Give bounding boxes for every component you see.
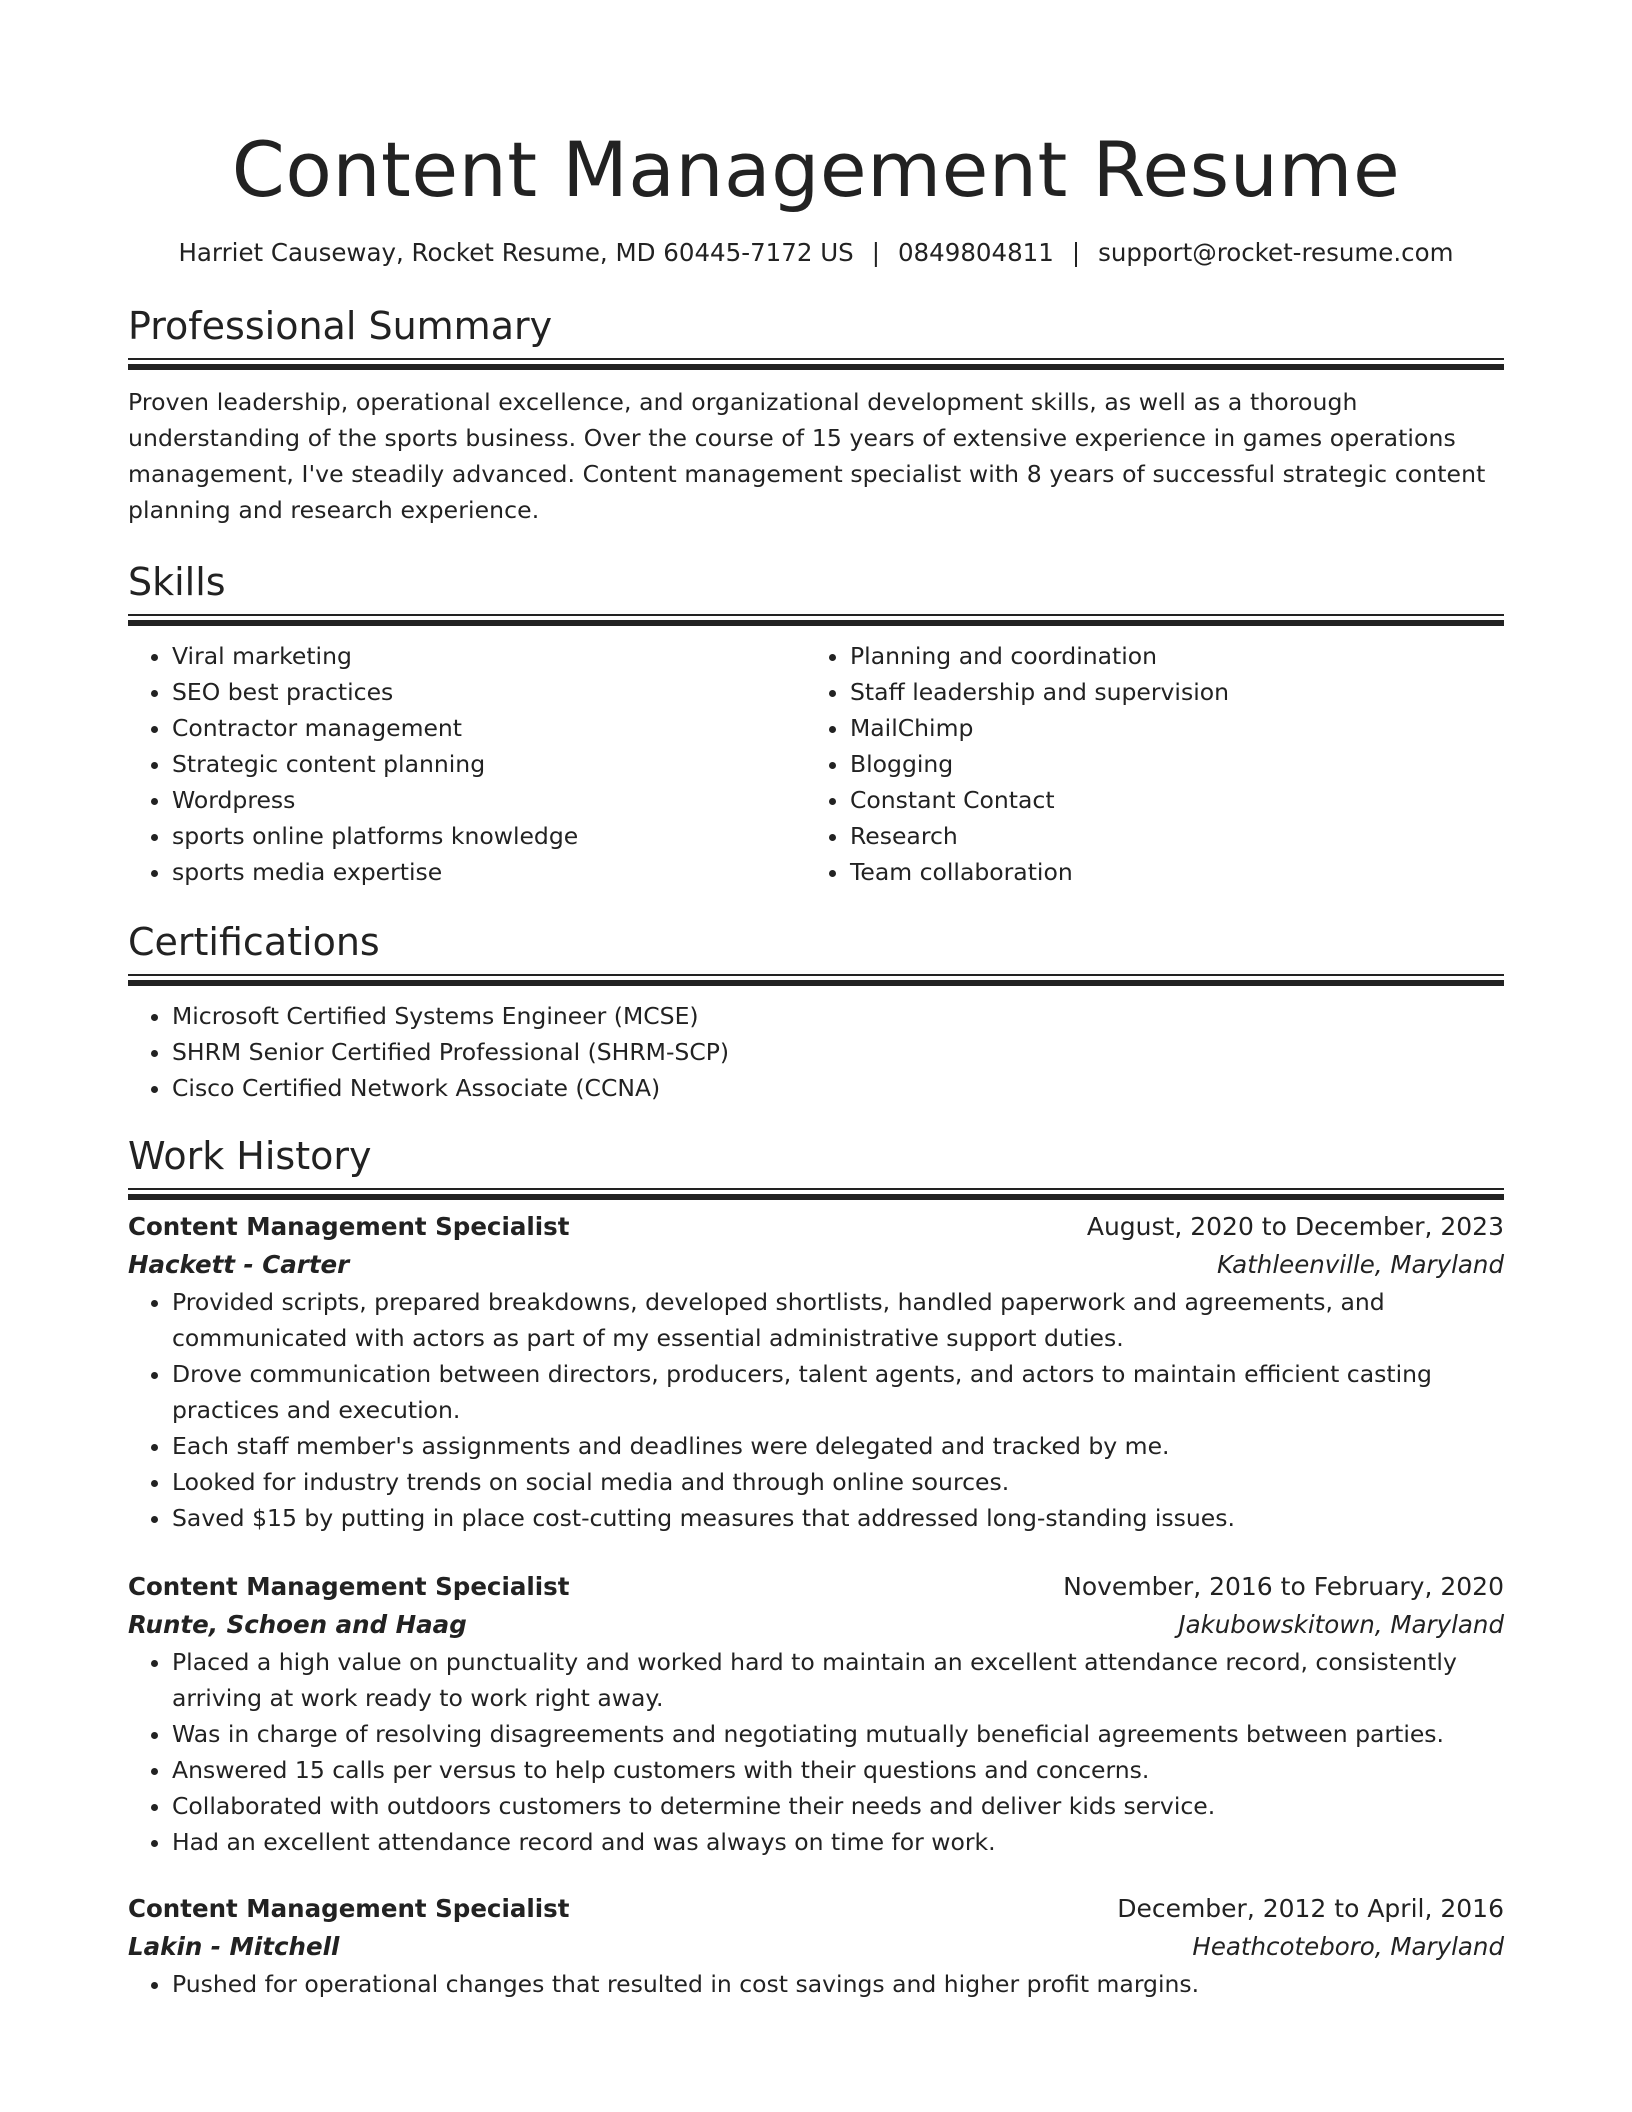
- skills-list-left: [128, 638, 806, 890]
- job-dates: November, 2016 to February, 2020: [1063, 1572, 1504, 1601]
- section-divider: [128, 974, 1504, 976]
- job-header: [128, 1208, 1504, 1246]
- skills-column-left: [128, 638, 806, 890]
- section-divider: [128, 1188, 1504, 1190]
- job-location: Jakubowskitown, Maryland: [1178, 1610, 1504, 1639]
- contact-phone[interactable]: 0849804811: [897, 238, 1054, 267]
- skill-item: • Constant Contact: [850, 782, 1484, 818]
- job-duty-item: • Saved $15 by putting in place cost-cutting measures that addressed long-standing issues.: [172, 1500, 1504, 1536]
- skill-item: • SEO best practices: [172, 674, 806, 710]
- skill-item: • Planning and coordination: [850, 638, 1484, 674]
- resume-page: [128, 0, 1504, 2002]
- contact-separator: |: [1071, 238, 1081, 267]
- skills-grid: [128, 638, 1504, 890]
- section-heading-work-history: Work History: [128, 1134, 372, 1178]
- skill-item: • MailChimp: [850, 710, 1484, 746]
- skill-item: • sports media expertise: [172, 854, 806, 890]
- section-heading-certifications: Certifications: [128, 920, 380, 964]
- certifications-section: [128, 918, 1504, 1106]
- skill-item: • Contractor management: [172, 710, 806, 746]
- skills-list-right: [806, 638, 1484, 890]
- skill-item: • Viral marketing: [172, 638, 806, 674]
- skill-item: • Strategic content planning: [172, 746, 806, 782]
- certification-item: • SHRM Senior Certified Professional (SHRM-SCP): [172, 1034, 1504, 1070]
- job-subheader: [128, 1928, 1504, 1966]
- job-duty-item: • Had an excellent attendance record and was always on time for work.: [172, 1824, 1504, 1860]
- skill-item: • Research: [850, 818, 1484, 854]
- job-duty-item: • Looked for industry trends on social media and through online sources.: [172, 1464, 1504, 1500]
- job-duty-item: • Placed a high value on punctuality and worked hard to maintain an excellent attendance record, consistently arriving at work ready to work right away.: [172, 1644, 1504, 1716]
- section-divider: [128, 358, 1504, 360]
- summary-section: [128, 302, 1504, 528]
- section-heading-skills: Skills: [128, 560, 226, 604]
- contact-separator: |: [871, 238, 880, 267]
- job-title: Content Management Specialist: [128, 1894, 570, 1923]
- certifications-list: [128, 998, 1504, 1106]
- job-duties-list: [128, 1644, 1504, 1860]
- job-company: Lakin - Mitchell: [128, 1932, 340, 1961]
- job-dates: August, 2020 to December, 2023: [1086, 1212, 1504, 1241]
- section-divider: [128, 614, 1504, 616]
- skill-item: • Team collaboration: [850, 854, 1484, 890]
- skills-section: [128, 558, 1504, 890]
- job-duties-list: [128, 1966, 1504, 2002]
- job-subheader: [128, 1606, 1504, 1644]
- job-duty-item: • Each staff member's assignments and deadlines were delegated and tracked by me.: [172, 1428, 1504, 1464]
- summary-text: Proven leadership, operational excellence, and organizational development skills, as well as a thorough understanding of the sports business. Over the course of 15 years of extensive experience in games operations management, I've steadily advanced. Content management specialist with 8 years of successful strategic content planning and research experience.: [128, 388, 1486, 524]
- skill-item: • Staff leadership and supervision: [850, 674, 1484, 710]
- skill-item: • Wordpress: [172, 782, 806, 818]
- job-entry: [128, 1890, 1504, 2002]
- contact-address: Harriet Causeway, Rocket Resume, MD 60445-7172 US: [178, 238, 854, 267]
- job-duty-item: • Drove communication between directors, producers, talent agents, and actors to maintain efficient casting practices and execution.: [172, 1356, 1504, 1428]
- job-duties-list: [128, 1284, 1504, 1536]
- certification-item: • Cisco Certified Network Associate (CCNA): [172, 1070, 1504, 1106]
- job-duty-item: • Pushed for operational changes that resulted in cost savings and higher profit margins.: [172, 1966, 1504, 2002]
- work-history-section: [128, 1132, 1504, 2002]
- section-heading-summary: Professional Summary: [128, 304, 553, 348]
- certification-item: • Microsoft Certified Systems Engineer (MCSE): [172, 998, 1504, 1034]
- job-header: [128, 1568, 1504, 1606]
- skill-item: • sports online platforms knowledge: [172, 818, 806, 854]
- job-location: Kathleenville, Maryland: [1216, 1250, 1504, 1279]
- job-title: Content Management Specialist: [128, 1572, 570, 1601]
- job-duty-item: • Was in charge of resolving disagreements and negotiating mutually beneficial agreements between parties.: [172, 1716, 1504, 1752]
- skills-column-right: [806, 638, 1484, 890]
- job-company: Hackett - Carter: [128, 1250, 350, 1279]
- job-header: [128, 1890, 1504, 1928]
- skill-item: • Blogging: [850, 746, 1484, 782]
- job-entry: [128, 1568, 1504, 1860]
- job-title: Content Management Specialist: [128, 1212, 570, 1241]
- job-subheader: [128, 1246, 1504, 1284]
- job-duty-item: • Provided scripts, prepared breakdowns, developed shortlists, handled paperwork and agreements, and communicated with actors as part of my essential administrative support duties.: [172, 1284, 1504, 1356]
- contact-email[interactable]: support@rocket-resume.com: [1098, 238, 1454, 267]
- job-dates: December, 2012 to April, 2016: [1117, 1894, 1504, 1923]
- contact-line: [128, 236, 1504, 270]
- page-title: Content Management Resume: [231, 125, 1401, 214]
- job-entry: [128, 1208, 1504, 1536]
- job-company: Runte, Schoen and Haag: [128, 1610, 467, 1639]
- job-location: Heathcoteboro, Maryland: [1192, 1932, 1504, 1961]
- job-duty-item: • Collaborated with outdoors customers to determine their needs and deliver kids service.: [172, 1788, 1504, 1824]
- job-duty-item: • Answered 15 calls per versus to help customers with their questions and concerns.: [172, 1752, 1504, 1788]
